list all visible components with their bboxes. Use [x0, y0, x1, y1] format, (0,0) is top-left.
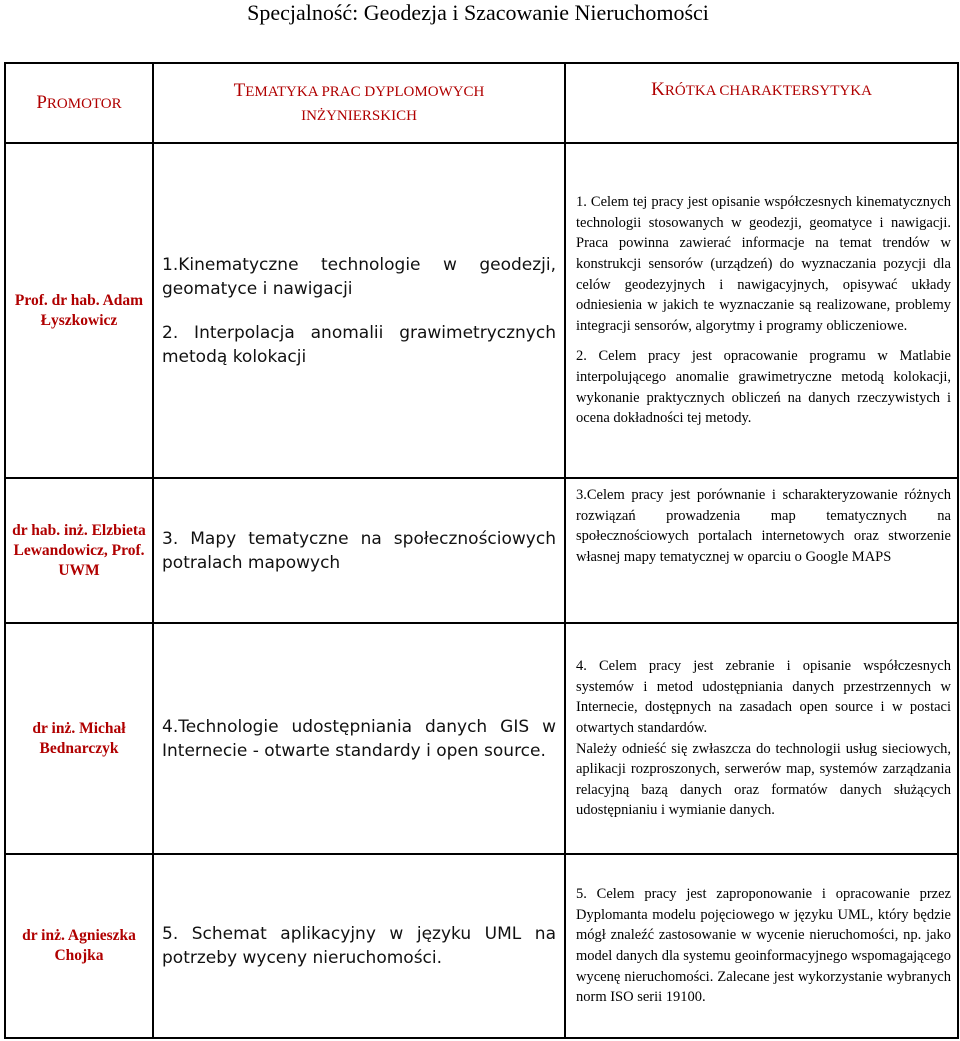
topic-text: 2. Interpolacja anomalii grawimetrycznych metodą kolokacji	[162, 322, 556, 367]
table-row	[5, 854, 958, 1038]
topic-text: 4.Technologie udostępniania danych GIS w Internecie - otwarte standardy i open source.	[162, 716, 556, 761]
promotor-cell: dr inż. Agnieszka Chojka	[5, 854, 153, 1038]
table-row	[5, 143, 958, 478]
topic-cell	[153, 143, 565, 478]
header-row	[5, 63, 958, 143]
page-title: Specjalność: Geodezja i Szacowanie Nieruchomości	[247, 0, 709, 25]
table-row	[5, 478, 958, 623]
promotor-cell: dr hab. inż. Elzbieta Lewandowicz, Prof. UWM	[5, 478, 153, 623]
table-row	[5, 623, 958, 854]
description-text: Należy odnieść się zwłaszcza do technologii usług sieciowych, aplikacji rozproszonych, serwerów map, systemów zarządzania relacyjną bazą danych oraz formatów danych służących udostępnianiu i wymianie danych.	[576, 740, 951, 819]
description-text: 2. Celem pracy jest opracowanie programu w Matlabie interpolującego anomalie grawimetryczne metodą kolokacji, wykonanie praktycznych obliczeń na danych rzeczywistych i ocena dokładności tej metody.	[576, 348, 951, 427]
topic-cell	[153, 623, 565, 854]
description-cell	[565, 623, 958, 854]
header-promotor: PROMOTOR	[5, 63, 153, 143]
header-charakterystyka: KRÓTKA CHARAKTERSYTYKA	[565, 63, 958, 143]
description-cell	[565, 478, 958, 623]
topic-text: 5. Schemat aplikacyjny w języku UML na potrzeby wyceny nieruchomości.	[162, 924, 556, 968]
description-text: 1. Celem tej pracy jest opisanie współczesnych kinematycznych technologii stosowanych w geodezji, geomatyce i nawigacji. Praca powinna zawierać informacje na temat trendów w konstrukcji sensorów (urządzeń) do wyznaczania pozycji dla celów geodezyjnych i nawigacyjnych, opisywać układy odniesienia w jakich te wyznaczanie są realizowane, problemy integracji sensorów, algorytmy i programy obliczeniowe.	[576, 194, 951, 334]
promotor-cell: Prof. dr hab. Adam Łyszkowicz	[5, 143, 153, 478]
header-tematyka: TEMATYKA PRAC DYPLOMOWYCH INŻYNIERSKICH	[153, 63, 565, 143]
description-cell	[565, 143, 958, 478]
thesis-topics-table	[4, 62, 959, 1039]
promotor-cell: dr inż. Michał Bednarczyk	[5, 623, 153, 854]
description-cell	[565, 854, 958, 1038]
topic-text: 1.Kinematyczne technologie w geodezji, geomatyce i nawigacji	[162, 254, 556, 299]
description-text: 4. Celem pracy jest zebranie i opisanie współczesnych systemów i metod udostępniania danych przestrzennych w Internecie, dostępnych na zasadach open source i w postaci otwartych standardów.	[576, 658, 951, 736]
topic-text: 3. Mapy tematyczne na społecznościowych potralach mapowych	[162, 528, 556, 573]
topic-cell	[153, 478, 565, 623]
description-text: 5. Celem pracy jest zaproponowanie i opracowanie przez Dyplomanta modelu pojęciowego w języku UML, który będzie mógł znaleźć zastosowanie w wycenie nieruchomości, np. jako model danych dla systemu geoinformacyjnego wspomagającego wycenę nieruchomości. Zalecane jest wykorzystanie wybranych norm ISO serii 19100.	[576, 886, 951, 1006]
description-text: 3.Celem pracy jest porównanie i scharakteryzowanie różnych rozwiązań prowadzenia map tematycznych na społecznościowych portalach internetowych oraz stworzenie własnej mapy tematycznej w oparciu o Google MAPS	[576, 487, 951, 565]
topic-cell	[153, 854, 565, 1038]
